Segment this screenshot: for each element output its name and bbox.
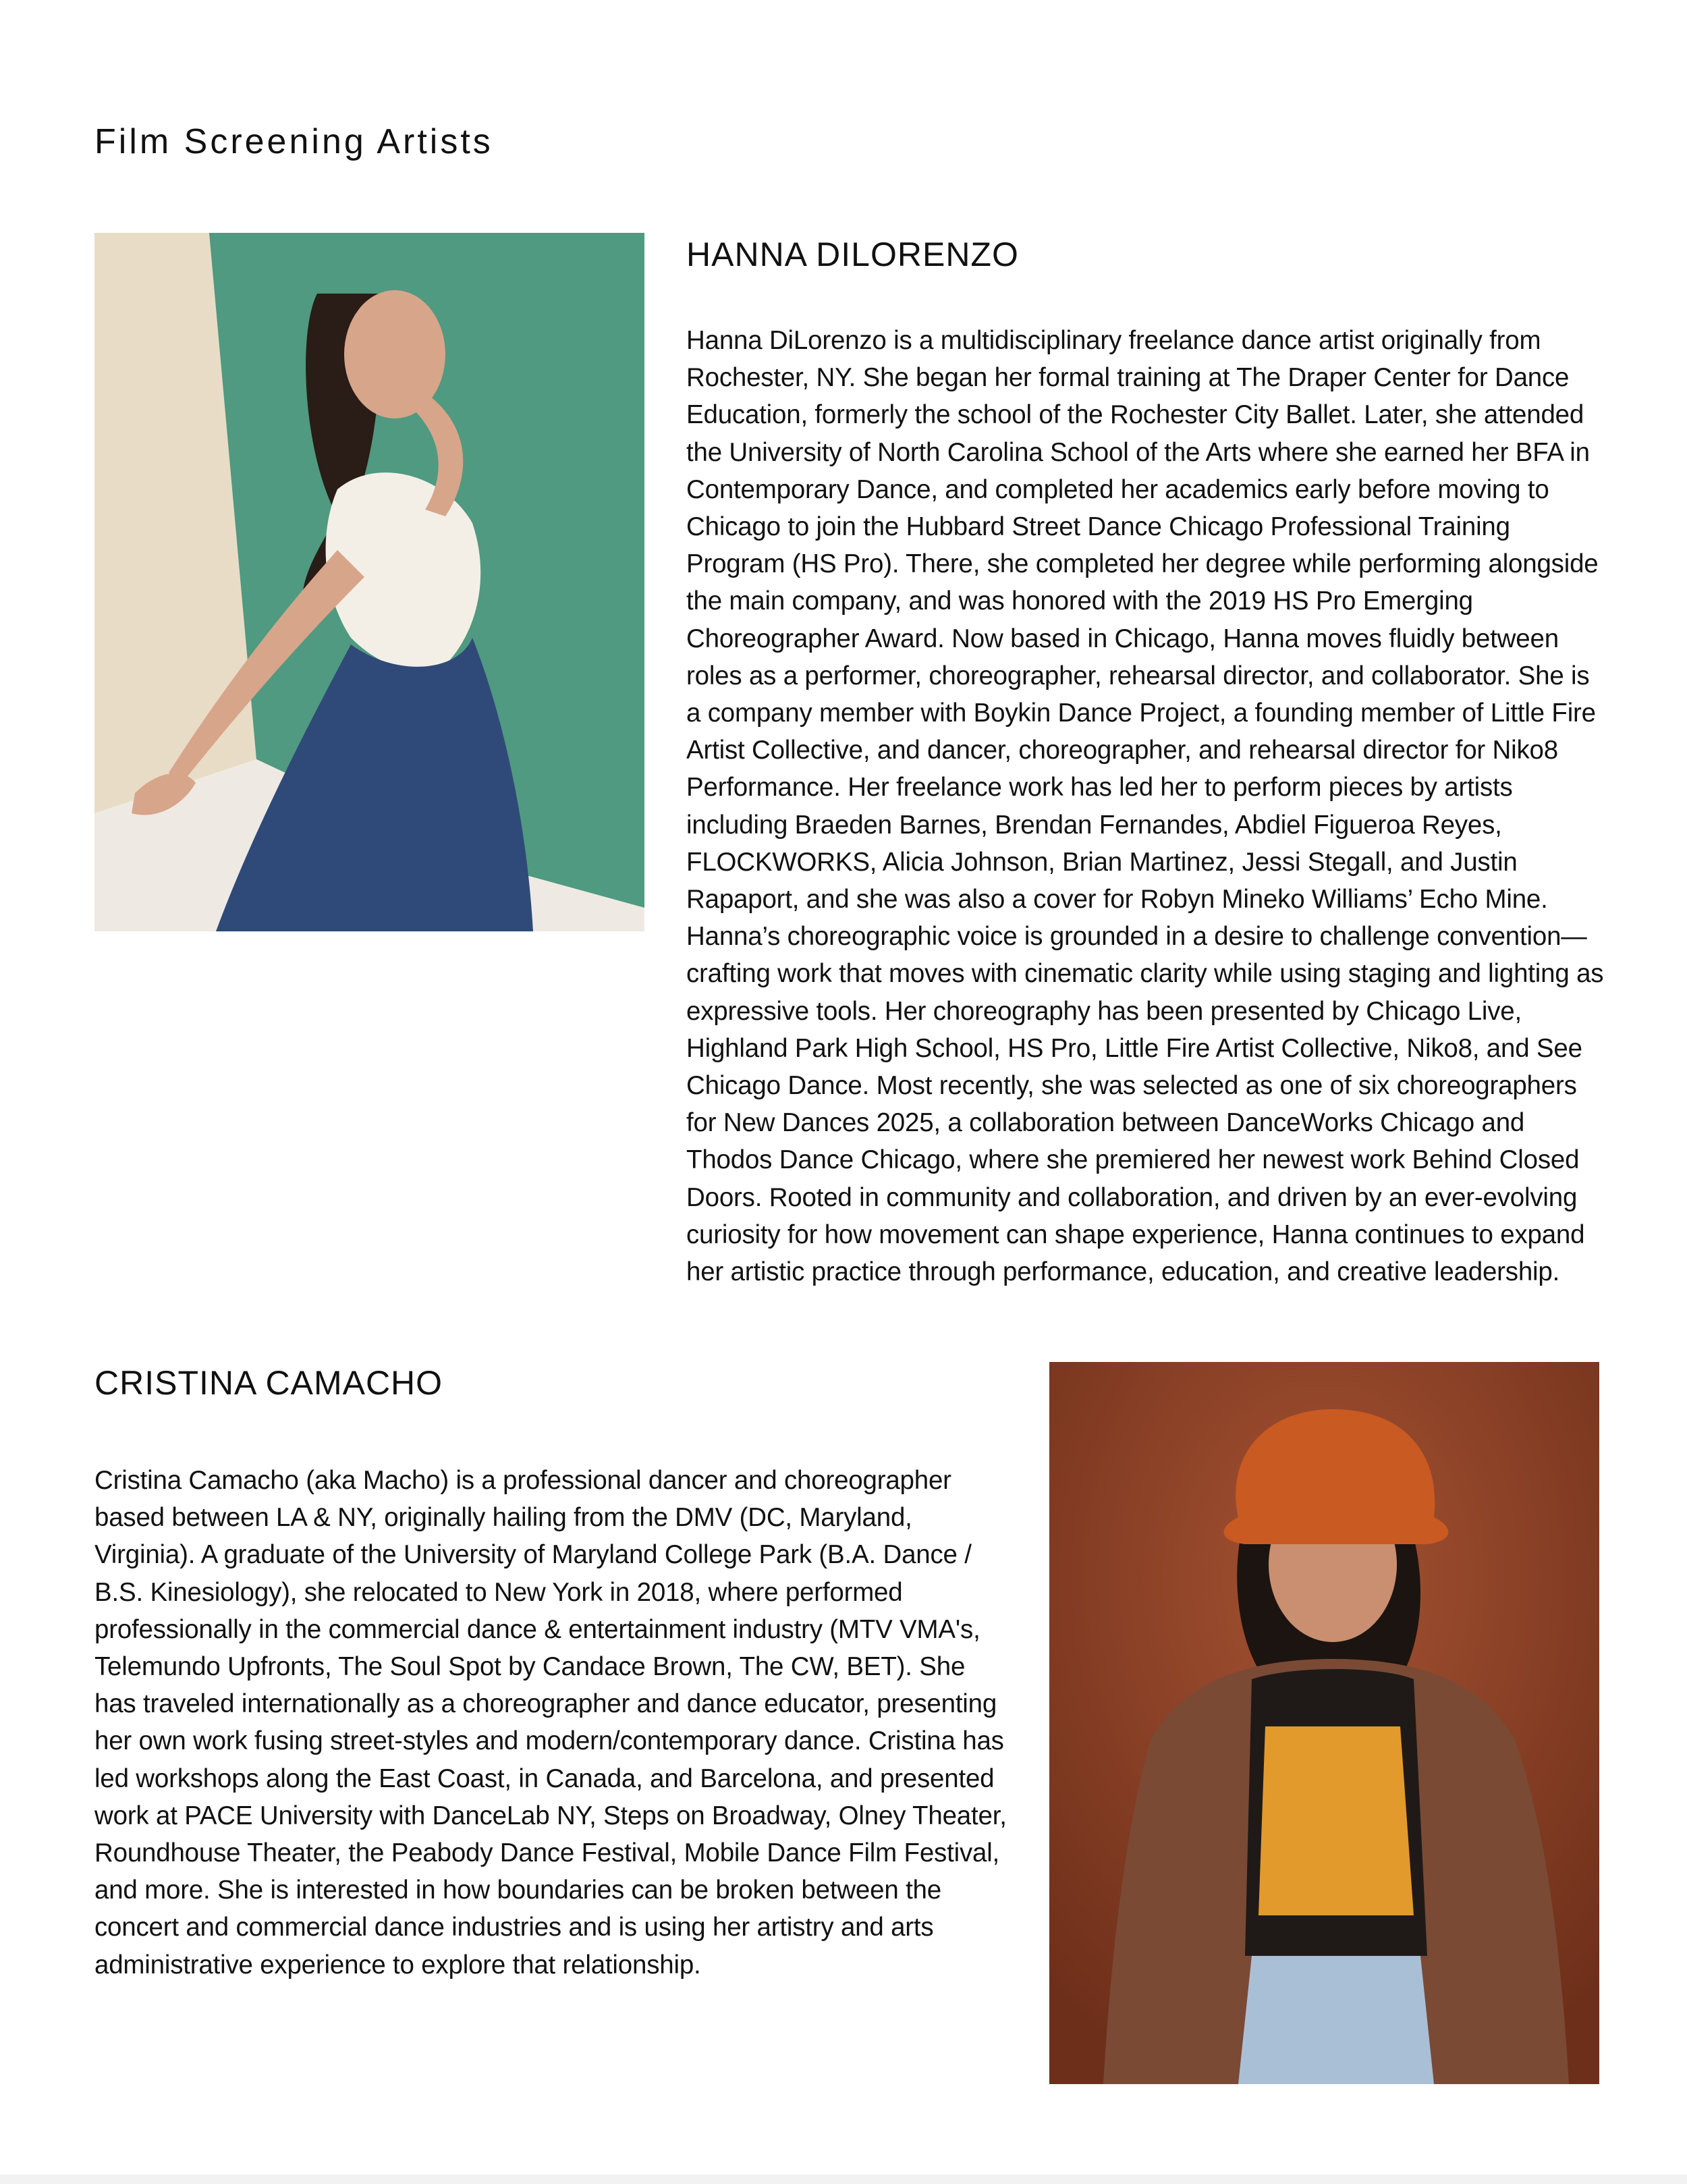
photo-shirt-print	[1259, 1726, 1414, 1915]
artist-name: HANNA DILORENZO	[686, 236, 1019, 273]
artist-bio: Hanna DiLorenzo is a multidisciplinary freelance dance artist originally from Rochester, NY. She began her formal training at The Draper Center for Dance Education, formerly the school of the Rochester City Ballet. Later, she attended the University of North Carolina School of the Arts where she earned her BFA in Contemporary Dance, and completed her academics early before moving to Chicago to join the Hubbard Street Dance Chicago Professional Training Program (HS Pro). There, she completed her degree while performing alongside the main company, and was honored with the 2019 HS Pro Emerging Choreographer Award. Now based in Chicago, Hanna moves fluidly between roles as a performer, choreographer, rehearsal director, and collaborator. She is a company member with Boykin Dance Project, a founding member of Little Fire Artist Collective, and dancer, choreographer, and rehearsal director for Niko8 Performance. Her freelance work has led her to perform pieces by artists including Braeden Barnes, Brendan Fernandes, Abdiel Figueroa Reyes, FLOCKWORKS, Alicia Johnson, Brian Martinez, Jessi Stegall, and Justin Rapaport, and she was also a cover for Robyn Mineko Williams’ Echo Mine. Hanna’s choreographic voice is grounded in a desire to challenge convention—crafting work that moves with cinematic clarity while using staging and lighting as expressive tools. Her choreography has been presented by Chicago Live, Highland Park High School, HS Pro, Little Fire Artist Collective, Niko8, and See Chicago Dance. Most recently, she was selected as one of six choreographers for New Dances 2025, a collaboration between DanceWorks Chicago and Thodos Dance Chicago, where she premiered her newest work Behind Closed Doors. Rooted in community and collaboration, and driven by an ever-evolving curiosity for how movement can shape experience, Hanna continues to expand her artistic practice through performance, education, and creative leadership.	[686, 326, 1604, 1287]
page-title: Film Screening Artists	[94, 122, 493, 161]
page-bottom-rule	[0, 2175, 1687, 2184]
portrait-photo-icon	[94, 233, 644, 931]
artist-bio: Cristina Camacho (aka Macho) is a professional dancer and choreographer based between LA & NY, originally hailing from the DMV (DC, Maryland, Virginia). A graduate of the University of Maryland College Park (B.A. Dance / B.S. Kinesiology), she relocated to New York in 2018, where performed professionally in the commercial dance & entertainment industry (MTV VMA's, Telemundo Upfronts, The Soul Spot by Candace Brown, The CW, BET). She has traveled internationally as a choreographer and dance educator, presenting her own work fusing street-styles and modern/contemporary dance. Cristina has led workshops along the East Coast, in Canada, and Barcelona, and presented work at PACE University with DanceLab NY, Steps on Broadway, Olney Theater, Roundhouse Theater, the Peabody Dance Festival, Mobile Dance Film Festival, and more. She is interested in how boundaries can be broken between the concert and commercial dance industries and is using her artistry and arts administrative experience to explore that relationship.	[94, 1466, 1007, 1980]
portrait-photo-icon	[1049, 1362, 1599, 2084]
artist-name: CRISTINA CAMACHO	[94, 1364, 443, 1402]
portrait-photo-cristina-camacho	[1049, 1362, 1599, 2084]
photo-jeans	[1238, 1956, 1434, 2084]
portrait-photo-hanna-dilorenzo	[94, 233, 644, 931]
